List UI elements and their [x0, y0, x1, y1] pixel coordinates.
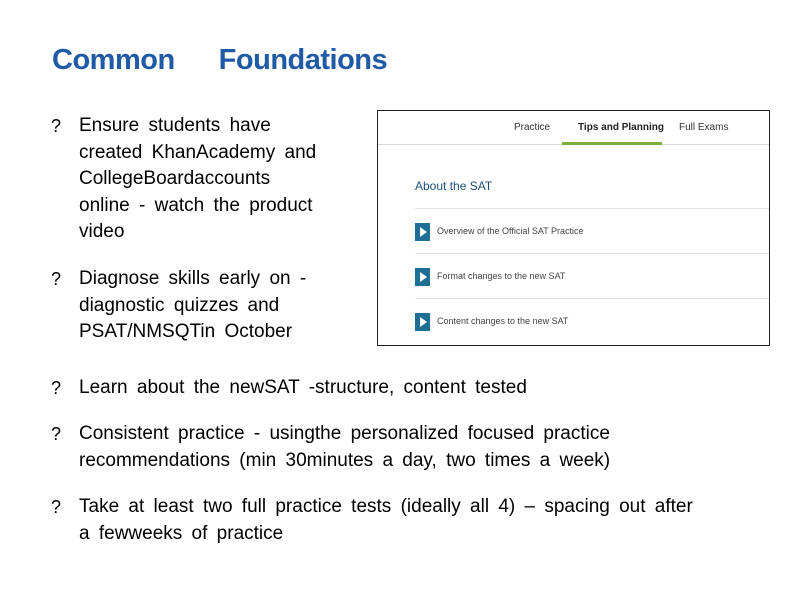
tab-bar	[378, 111, 769, 145]
bullet-line: Learn about the newSAT -structure, content tested	[79, 377, 527, 398]
play-icon[interactable]	[415, 223, 430, 241]
bullet-line: diagnostic quizzes and	[79, 294, 280, 316]
tab-practice[interactable]: Practice	[514, 122, 551, 133]
active-tab-indicator	[562, 142, 662, 145]
bullet-marker: ?	[51, 424, 62, 444]
tab-full-exams[interactable]: Full Exams	[679, 122, 729, 133]
bullet-line: CollegeBoardaccounts	[79, 168, 271, 189]
bullet-item	[51, 494, 693, 547]
bullet-item	[51, 421, 611, 474]
list-item-label[interactable]: Overview of the Official SAT Practice	[437, 226, 584, 236]
list-item[interactable]	[415, 298, 769, 343]
bullet-line: created KhanAcademy and	[79, 141, 317, 163]
list-item[interactable]	[415, 208, 769, 253]
bullet-line: video	[79, 221, 125, 242]
list-item[interactable]	[415, 253, 769, 298]
slide-title	[52, 44, 387, 77]
bullet-line: Diagnose skills early on -	[79, 268, 307, 289]
bullet-marker: ?	[51, 116, 62, 136]
bullet-marker: ?	[51, 269, 62, 289]
play-icon[interactable]	[415, 268, 430, 286]
bullet-line: a fewweeks of practice	[79, 522, 284, 544]
bullet-line: Ensure students have	[79, 115, 271, 136]
bullet-line: online - watch the product	[79, 194, 313, 216]
bullet-marker: ?	[51, 497, 62, 517]
bullet-line: recommendations (min 30minutes a day, two times a week)	[79, 449, 611, 471]
section-title: About the SAT	[415, 179, 493, 193]
list-item-label[interactable]: Content changes to the new SAT	[437, 316, 569, 326]
play-icon[interactable]	[415, 313, 430, 331]
bullet-marker: ?	[51, 378, 62, 398]
list-item-label[interactable]: Format changes to the new SAT	[437, 271, 566, 281]
title-word-foundations: Foundations	[218, 44, 388, 76]
title-word-common: Common	[52, 44, 175, 76]
bullet-line: Consistent practice - usingthe personalized focused practice	[79, 423, 610, 444]
embedded-screenshot	[377, 110, 770, 346]
tab-tips-and-planning[interactable]: Tips and Planning	[578, 122, 664, 133]
bullet-item	[51, 113, 317, 246]
bullet-line: PSAT/NMSQTin October	[79, 321, 293, 342]
bullet-line: Take at least two full practice tests (ideally all 4) – spacing out after	[79, 496, 693, 517]
bullet-item	[51, 375, 527, 402]
bullet-item	[51, 266, 307, 346]
